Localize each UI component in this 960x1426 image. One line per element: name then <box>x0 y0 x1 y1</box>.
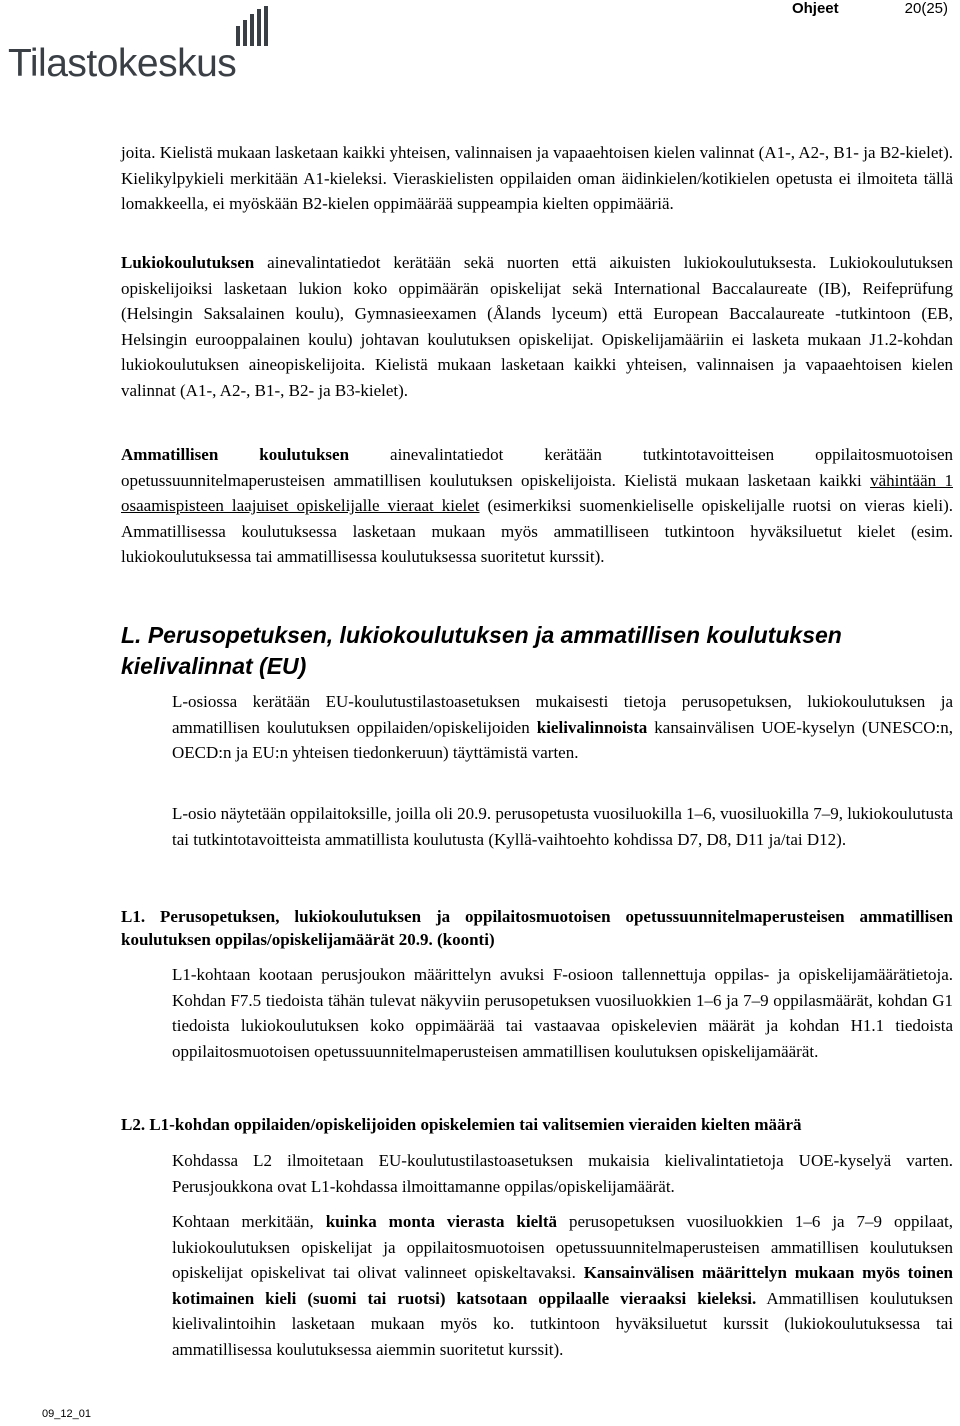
l2-heading: L2. L1-kohdan oppilaiden/opiskelijoiden opiskelemien tai valitsemien vieraiden kielten määrä <box>121 1115 802 1134</box>
page-number: 20(25) <box>904 0 948 17</box>
section-l-heading: L. Perusopetuksen, lukiokoulutuksen ja ammatillisen koulutuksen kielivalinnat (EU) <box>121 622 842 679</box>
section-title: Ohjeet <box>791 0 839 17</box>
section-l-paragraph-1: L-osiossa kerätään EU-koulutustilastoasetuksen mukaisesti tietoja perusopetuksen, lukiokoulutuksen ja ammatillisen koulutuksen oppilaiden/opiskelijoiden kielivalinnoista kansainvälisen UOE-kyselyn (UNESCO:n, OECD:n ja EU:n yhteisen tiedonkeruun) täyttämistä varten. <box>172 692 953 763</box>
section-l-paragraph-2: L-osio näytetään oppilaitoksille, joilla oli 20.9. perusopetusta vuosiluokilla 1–6, vuosiluokilla 7–9, lukiokoulutusta tai tutkintotavoitteista ammatillista koulutusta (Kyllä-vaihtoehto kohdissa D7, D8, D11 ja/tai D12). <box>172 804 953 849</box>
logo-wordmark: Tilastokeskus <box>8 42 237 85</box>
page-header <box>792 0 948 17</box>
bar-chart-logo-icon <box>236 6 270 46</box>
intro-paragraph-2: Lukiokoulutuksen ainevalintatiedot kerätään sekä nuorten että aikuisten lukiokoulutuksesta. Lukiokoulutuksen opiskelijoiksi lasketaan lukion koko oppimäärän opiskelijat sekä International Baccalaureate (IB), Reifeprüfung (Helsingin Saksalainen koulu), Gymnasieexamen (Ålands lyceum) että European Baccalaureate -tutkintoon (EB, Helsingin eurooppalainen koulu) johtavan koulutuksen opiskelijat. Opiskelijamääriin ei lasketa mukaan J1.2-kohdan lukiokoulutuksen aineopiskelijoita. Kielistä mukaan lasketaan kaikki yhteisen, valinnaisen ja vapaaehtoisen kielen valinnat (A1-, A2-, B1-, B2- ja B3-kielet). <box>121 253 953 400</box>
document-code: 09_12_01 <box>42 1408 91 1420</box>
tilastokeskus-logo <box>8 6 270 85</box>
intro-paragraph-1: joita. Kielistä mukaan lasketaan kaikki yhteisen, valinnaisen ja vapaaehtoisen kielen valinnat (A1-, A2-, B1- ja B2-kielet). Kielikylpykieli merkitään A1-kieleksi. Vieraskielisten oppilaiden oman äidinkielen/kotikielen opetusta ei ilmoiteta tällä lomakkeella, ei myöskään B2-kielen oppimäärää suppeampia kielten oppimääriä. <box>121 143 953 214</box>
l1-heading: L1. Perusopetuksen, lukiokoulutuksen ja oppilaitosmuotoisen opetussuunnitelmaperusteisen ammatillisen koulutuksen oppilas/opiskelijamäärät 20.9. (koonti) <box>121 907 953 949</box>
l2-paragraph-2: Kohtaan merkitään, kuinka monta vierasta kieltä perusopetuksen vuosiluokkien 1–6 ja 7–9 oppilaat, lukiokoulutuksen opiskelijat ja oppilaitosmuotoisen opetussuunnitelmaperusteisen ammatillisen koulutuksen opiskelijat opiskelivat tai olivat valinneet opiskeltavaksi. Kansainvälisen määrittelyn mukaan myös toinen kotimainen kieli (suomi tai ruotsi) katsotaan oppilaalle vieraaksi kieleksi. Ammatillisen koulutuksen kielivalintoihin lasketaan mukaan myös ko. tutkintoon hyväksiluetut kurssit (lukiokoulutuksessa tai ammatillisessa koulutuksessa aiemmin suoritetut kurssit). <box>172 1212 953 1359</box>
l1-paragraph: L1-kohtaan kootaan perusjoukon määrittelyn avuksi F-osioon tallennettuja oppilas- ja opiskelijamäärätietoja. Kohdan F7.5 tiedoista tähän tulevat näkyviin perusopetuksen vuosiluokkien 1–6 ja 7–9 oppilasmäärät, kohdan G1 tiedoista lukiokoulutuksen koko oppimäärää tai vastaavaa opiskelevien määrät ja kohdan H1.1 tiedoista oppilaitosmuotoisen opetussuunnitelmaperusteisen ammatillisen koulutuksen opiskelijamäärät. <box>172 965 953 1061</box>
intro-paragraph-3: Ammatillisen koulutuksen ainevalintatiedot kerätään tutkintotavoitteisen oppilaitosmuotoisen opetussuunnitelmaperusteisen ammatillisen koulutuksen opiskelijoista. Kielistä mukaan lasketaan kaikki vähintään 1 osaamispisteen laajuiset opiskelijalle vieraat kielet (esimerkiksi suomenkieliselle opiskelijalle ruotsi on vieras kieli). Ammatillisessa koulutuksessa lasketaan mukaan myös ammatilliseen tutkintoon hyväksiluetut kielet (esim. lukiokoulutuksessa tai ammatillisessa koulutuksessa suoritetut kurssit). <box>121 445 954 567</box>
l2-paragraph-1: Kohdassa L2 ilmoitetaan EU-koulutustilastoasetuksen mukaisia kielivalintatietoja UOE-kyselyä varten. Perusjoukkona ovat L1-kohdassa ilmoittamanne oppilas/opiskelijamäärät. <box>172 1151 953 1196</box>
